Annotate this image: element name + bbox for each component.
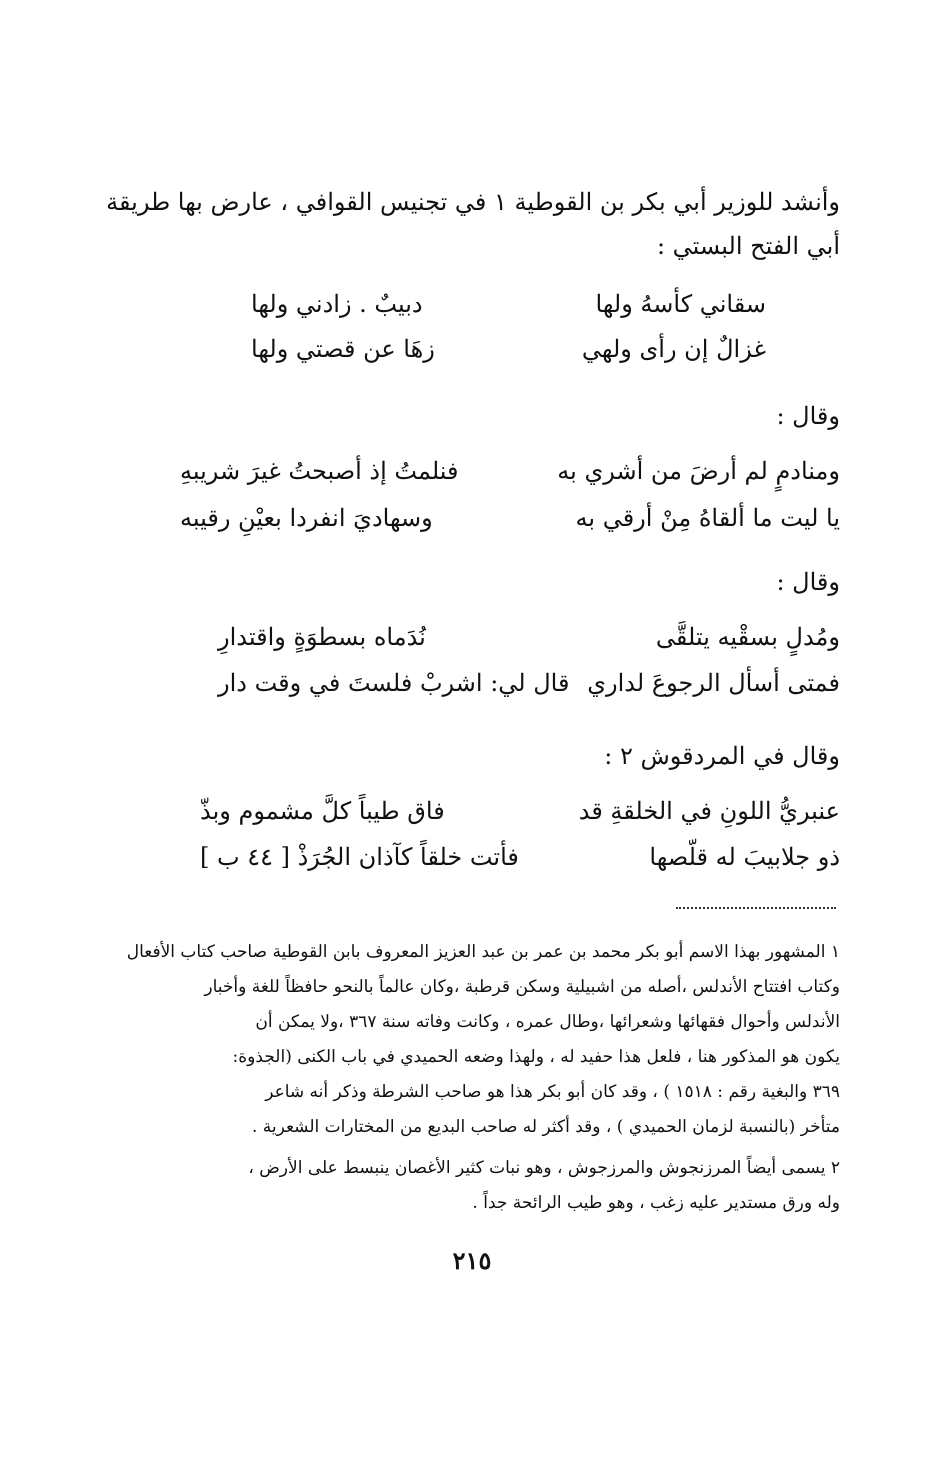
- footnote-line: يكون هو المذكور هنا ، فلعل هذا حفيد له ، ولهذا وضعه الحميدي في باب الكنى (الجذوة:: [232, 1047, 840, 1067]
- said-heading-1: وقال :: [776, 402, 840, 430]
- hemistich-left: وسهاديَ انفردا بعيْنِ رقيبه: [180, 504, 433, 532]
- footnote-line: ٣٦٩ والبغية رقم : ١٥١٨ ) ، وقد كان أبو بكر هذا هو صاحب الشرطة وذكر أنه شاعر: [265, 1082, 840, 1102]
- poem2-verse-1: [180, 457, 840, 485]
- hemistich-right: سقاني كأسهُ ولها: [595, 290, 766, 318]
- said-heading-2: وقال :: [776, 568, 840, 596]
- hemistich-right: ومُدلٍ بسقْيه يتلقَّى: [655, 623, 840, 651]
- hemistich-right: ذو جلابيبَ له قلّصها: [649, 843, 840, 871]
- footnote-divider: [676, 907, 836, 909]
- said-heading-3: وقال في المردقوش ٢ :: [604, 742, 840, 770]
- footnote-line: وكتاب افتتاح الأندلس ،أصله من اشبيلية وسكن قرطبة ،وكان عالماً بالنحو حافظاً للغة وأخبار: [204, 977, 840, 997]
- poem1-verse-2: [251, 335, 766, 363]
- hemistich-left: فنلمتُ إذ أصبحتُ غيرَ شريبهِ: [180, 457, 459, 485]
- hemistich-left: قال لي: اشربْ فلستَ في وقت دار: [218, 669, 570, 697]
- intro-line-1: وأنشد للوزير أبي بكر بن القوطية ١ في تجنيس القوافي ، عارض بها طريقة: [106, 188, 840, 216]
- intro-line-2: أبي الفتح البستي :: [656, 232, 840, 260]
- hemistich-left: نُدَماه بسطوَةٍ واقتدارِ: [218, 623, 426, 651]
- hemistich-right: عنبريُّ اللونِ في الخلقةِ قد: [578, 797, 840, 825]
- hemistich-left: زهَا عن قصتي ولها: [251, 335, 435, 363]
- poem4-verse-2: [200, 843, 840, 871]
- poem3-verse-2: [218, 669, 840, 697]
- hemistich-left: فاق طيباً كلَّ مشموم وبذّ: [200, 797, 445, 825]
- poem4-verse-1: [200, 797, 840, 825]
- hemistich-right: ومنادمٍ لم أرضَ من أشري به: [557, 457, 840, 485]
- footnote-line: وله ورق مستدير عليه زغب ، وهو طيب الرائحة جداً .: [472, 1193, 840, 1213]
- footnote-line: ٢ يسمى أيضاً المرزنجوش والمرزجوش ، وهو نبات كثير الأغصان ينبسط على الأرض ،: [248, 1158, 840, 1178]
- hemistich-right: يا ليت ما ألقاهُ مِنْ أرقي به: [575, 504, 840, 532]
- footnote-line: الأندلس وأحوال فقهائها وشعرائها ،وطال عمره ، وكانت وفاته سنة ٣٦٧ ،ولا يمكن أن: [255, 1012, 840, 1032]
- page-number: ٢١٥: [452, 1246, 492, 1275]
- poem2-verse-2: [180, 504, 840, 532]
- hemistich-left: فأتت خلقاً كآذان الجُرَذْ [ ٤٤ ب ]: [200, 843, 519, 871]
- hemistich-left: دبيبٌ . زادني ولها: [251, 290, 423, 318]
- hemistich-right: غزالٌ إن رأى ولهي: [581, 335, 766, 363]
- footnote-line: ١ المشهور بهذا الاسم أبو بكر محمد بن عمر بن عبد العزيز المعروف بابن القوطية صاحب كتاب الأفعال: [126, 942, 840, 962]
- hemistich-right: فمتى أسأل الرجوعَ لداري: [587, 669, 840, 697]
- footnote-line: متأخر (بالنسبة لزمان الحميدي ) ، وقد أكثر له صاحب البديع من المختارات الشعرية .: [251, 1117, 840, 1137]
- poem3-verse-1: [218, 623, 840, 651]
- poem1-verse-1: [251, 290, 766, 318]
